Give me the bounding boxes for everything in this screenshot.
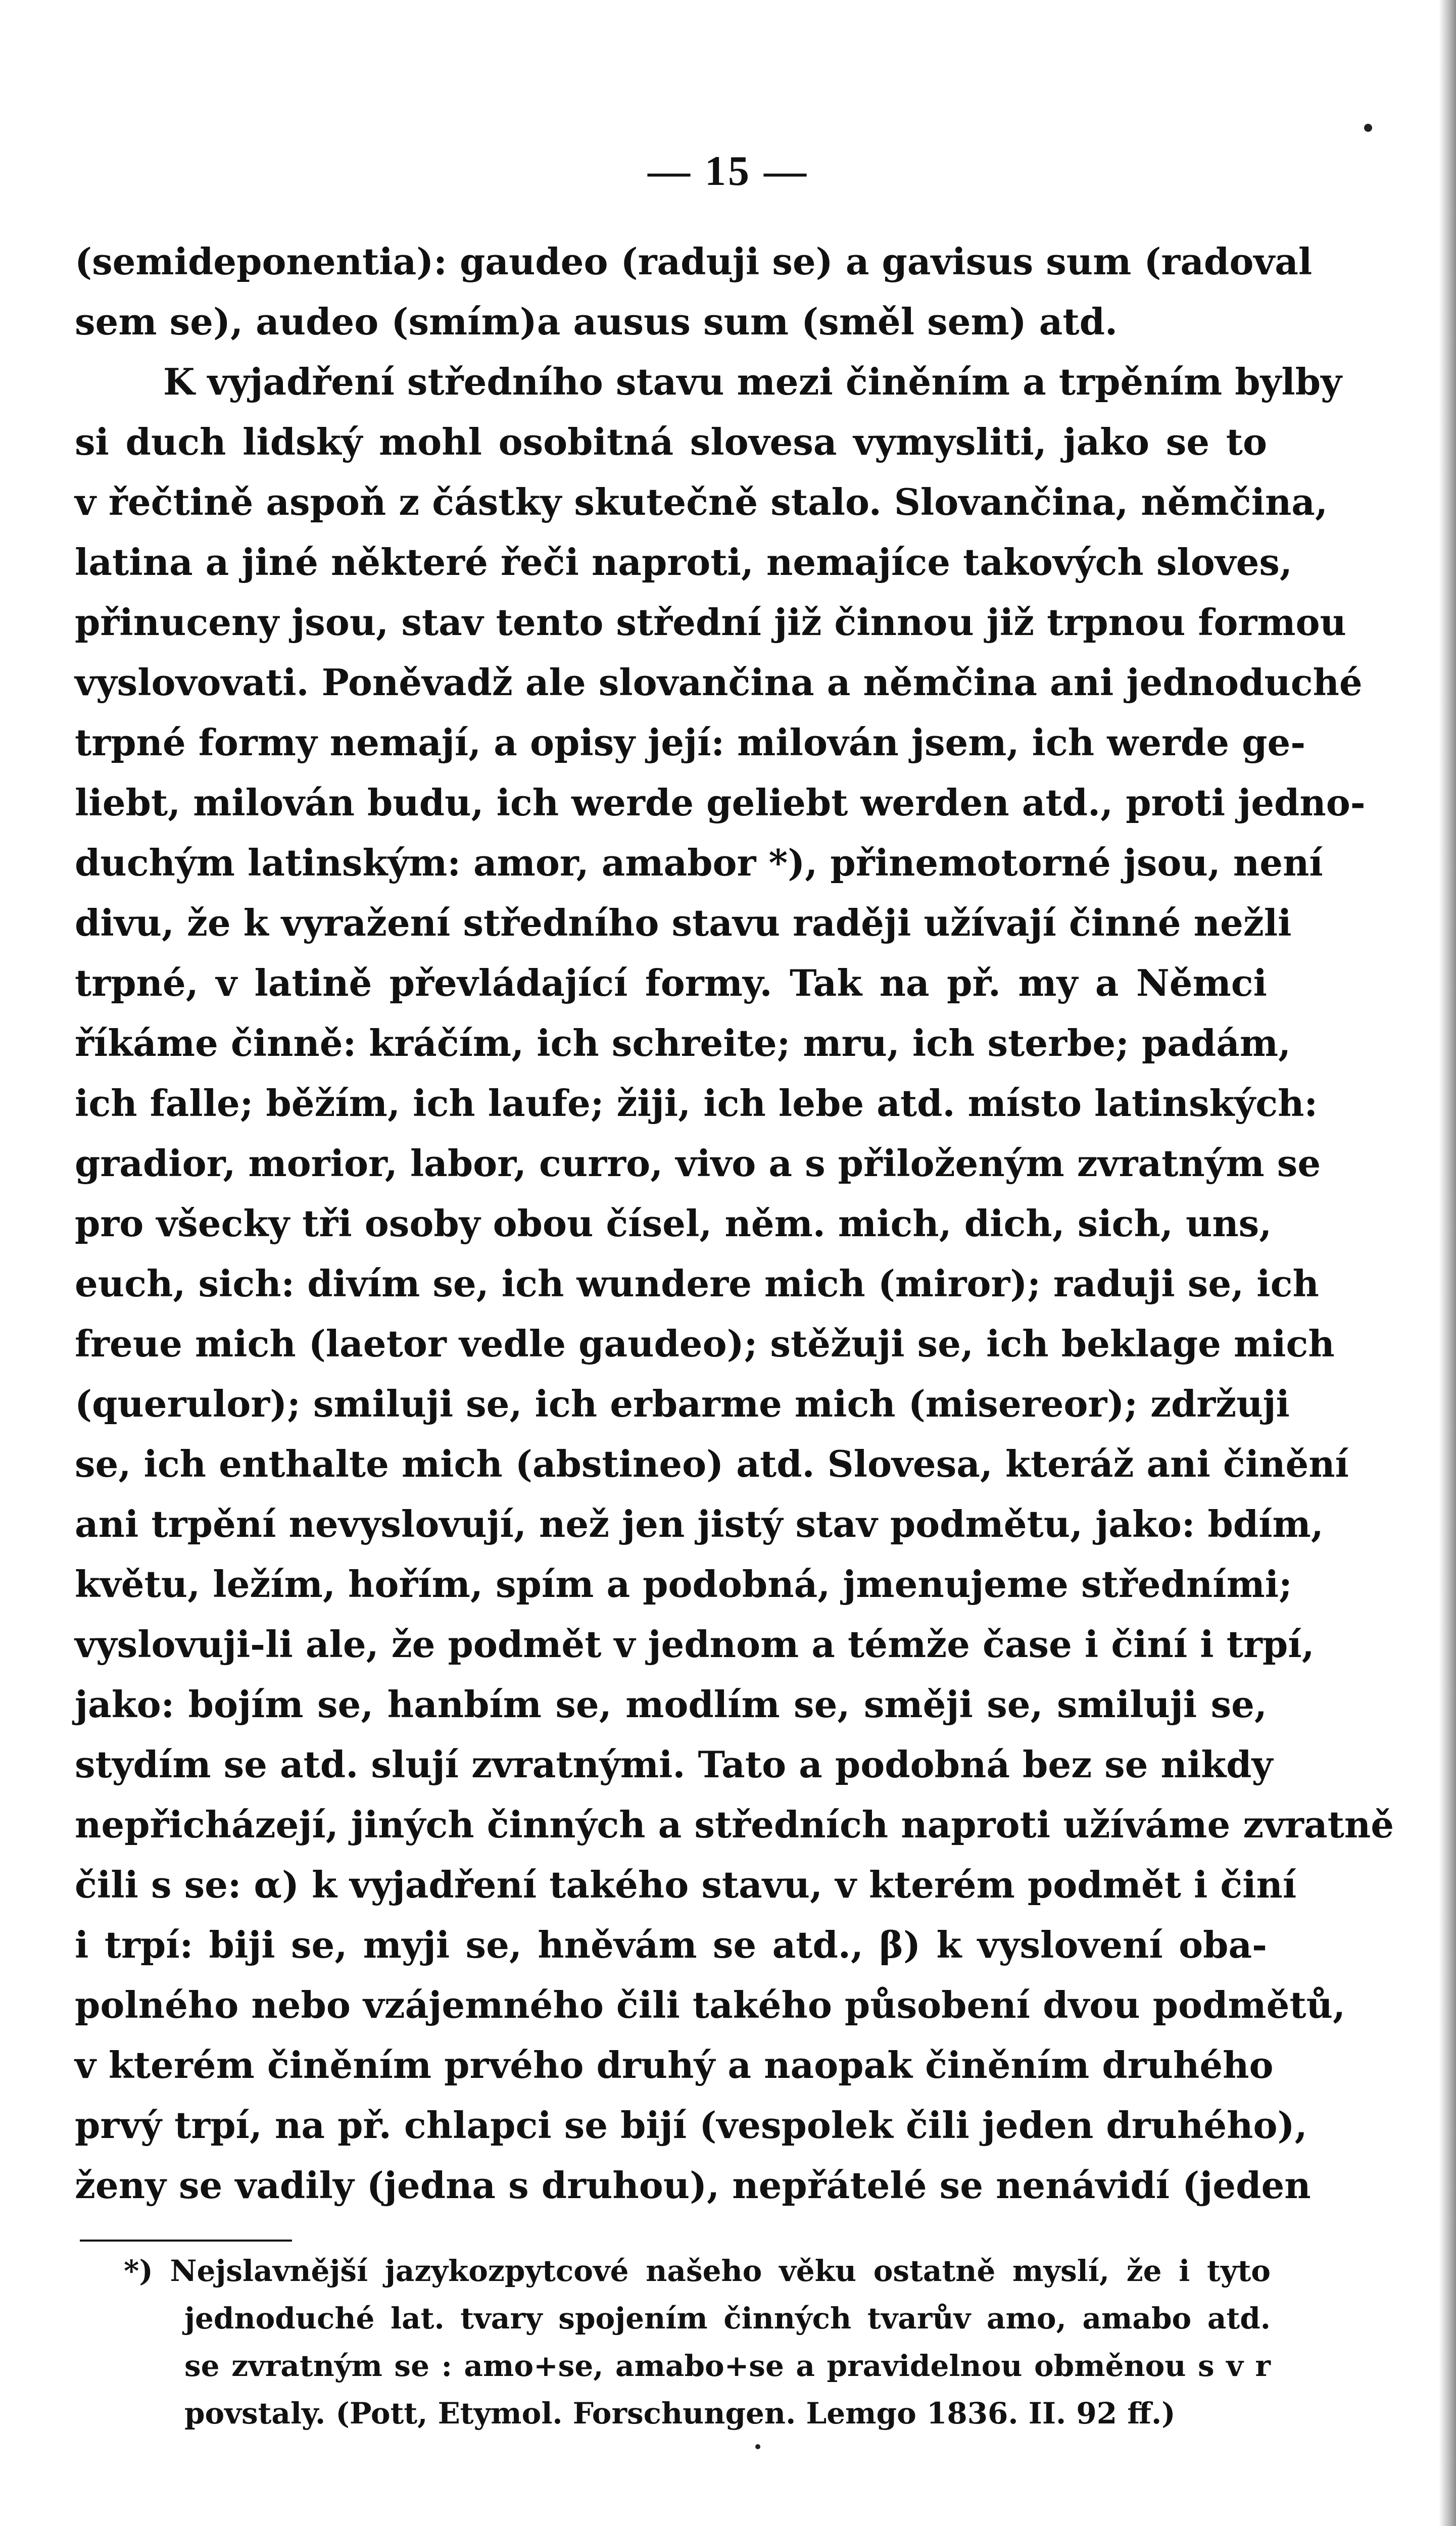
text-line: vyslovuji-li ale, že podmět v jednom a témže čase i činí i trpí, xyxy=(75,1623,1315,1666)
text-line: (semideponentia): gaudeo (raduji se) a gavisus sum (radoval xyxy=(75,240,1313,283)
text-line: i trpí: biji se, myji se, hněvám se atd., β) k vyslovení oba- xyxy=(75,1923,1267,1966)
paragraph-start-line: K vyjadření středního stavu mezi činěním a trpěním bylby xyxy=(163,360,1342,403)
footnote-separator xyxy=(80,2240,292,2242)
text-line: vyslovovati. Poněvadž ale slovančina a němčina ani jednoduché xyxy=(75,661,1363,704)
text-line: trpné, v latině převládající formy. Tak na př. my a Němci xyxy=(75,961,1267,1004)
text-line: liebt, milován budu, ich werde geliebt werden atd., proti jedno- xyxy=(75,781,1366,824)
text-line: čili s se: α) k vyjadření takého stavu, v kterém podmět i činí xyxy=(75,1863,1297,1906)
text-line: euch, sich: divím se, ich wundere mich (miror); raduji se, ich xyxy=(75,1262,1319,1305)
ink-speck xyxy=(755,2444,760,2449)
body-text xyxy=(75,231,1394,2215)
text-line: říkáme činně: kráčím, ich schreite; mru, ich sterbe; padám, xyxy=(75,1022,1291,1064)
text-line: gradior, morior, labor, curro, vivo a s přiloženým zvratným se xyxy=(75,1142,1321,1185)
text-line: si duch lidský mohl osobitná slovesa vymysliti, jako se to xyxy=(75,420,1267,463)
page-edge-shadow xyxy=(1439,0,1456,2526)
text-line: ani trpění nevyslovují, než jen jistý stav podmětu, jako: bdím, xyxy=(75,1502,1324,1545)
text-line: duchým latinským: amor, amabor *), přinemotorné jsou, není xyxy=(75,841,1323,884)
text-line: se, ich enthalte mich (abstineo) atd. Slovesa, kteráž ani činění xyxy=(75,1442,1349,1485)
footnote xyxy=(124,2247,1271,2437)
text-line: stydím se atd. slují zvratnými. Tato a podobná bez se nikdy xyxy=(75,1743,1273,1786)
text-line: v kterém činěním prvého druhý a naopak činěním druhého xyxy=(75,2044,1274,2086)
text-line: divu, že k vyražení středního stavu raději užívají činné nežli xyxy=(75,901,1292,944)
footnote-line: povstaly. (Pott, Etymol. Forschungen. Lemgo 1836. II. 92 ff.) xyxy=(184,2396,1176,2431)
footnote-line: se zvratným se : amo+se, amabo+se a pravidelnou obměnou s v r xyxy=(184,2349,1271,2383)
text-line: ženy se vadily (jedna s druhou), nepřátelé se nenávidí (jeden xyxy=(75,2164,1311,2207)
text-line: trpné formy nemají, a opisy její: milován jsem, ich werde ge- xyxy=(75,721,1306,764)
text-line: pro všecky tři osoby obou čísel, něm. mich, dich, sich, uns, xyxy=(75,1202,1272,1245)
text-line: prvý trpí, na př. chlapci se bijí (vespolek čili jeden druhého), xyxy=(75,2104,1307,2147)
footnote-line: jednoduché lat. tvary spojením činných tvarův amo, amabo atd. xyxy=(184,2301,1271,2336)
ink-speck xyxy=(1364,124,1372,132)
text-line: freue mich (laetor vedle gaudeo); stěžuji se, ich beklage mich xyxy=(75,1322,1335,1365)
footnote-line: *) Nejslavnější jazykozpytcové našeho věku ostatně myslí, že i tyto xyxy=(124,2254,1271,2288)
text-line: nepřicházejí, jiných činných a středních naproti užíváme zvratně xyxy=(75,1803,1394,1846)
text-line: v řečtině aspoň z částky skutečně stalo. Slovančina, němčina, xyxy=(75,480,1328,523)
page-number: — 15 — xyxy=(648,148,808,195)
text-line: jako: bojím se, hanbím se, modlím se, směji se, smiluji se, xyxy=(75,1683,1267,1726)
text-line: latina a jiné některé řeči naproti, nemajíce takových sloves, xyxy=(75,541,1292,584)
text-line: přinuceny jsou, stav tento střední již činnou již trpnou formou xyxy=(75,601,1346,644)
text-line: sem se), audeo (smím)a ausus sum (směl sem) atd. xyxy=(75,300,1118,343)
text-line: ich falle; běžím, ich laufe; žiji, ich lebe atd. místo latinských: xyxy=(75,1082,1318,1125)
text-line: polného nebo vzájemného čili takého působení dvou podmětů, xyxy=(75,1983,1346,2026)
text-line: květu, ležím, hořím, spím a podobná, jmenujeme středními; xyxy=(75,1563,1292,1606)
text-line: (querulor); smiluji se, ich erbarme mich (misereor); zdržuji xyxy=(75,1382,1290,1425)
